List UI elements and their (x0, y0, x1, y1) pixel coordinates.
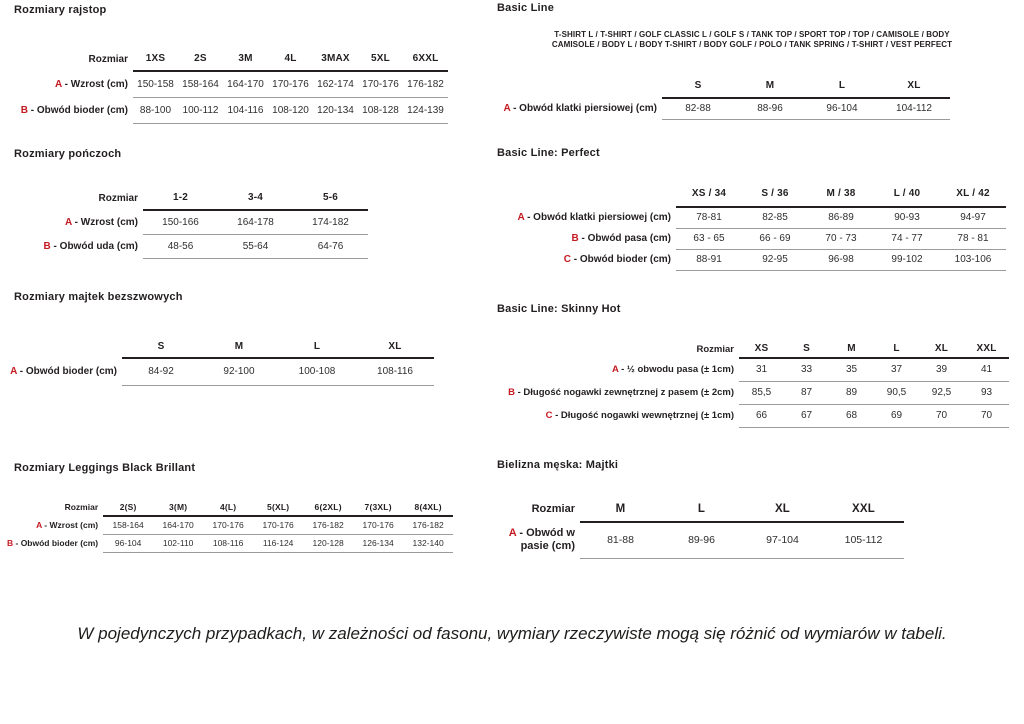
row-letter: A (611, 364, 619, 375)
measurement-row (497, 98, 950, 119)
size-value: 100-112 (178, 97, 223, 123)
section-rozmiary-leggings (7, 462, 453, 553)
measurement-row (7, 210, 368, 234)
row-letter: B (43, 240, 51, 252)
size-value: 84-92 (122, 358, 200, 385)
size-value: 120-134 (313, 97, 358, 123)
size-value: 88-96 (734, 98, 806, 119)
section-title: Bielizna męska: Majtki (497, 459, 619, 471)
size-column-header: 2(S) (103, 498, 153, 516)
row-letter: B (571, 233, 579, 244)
size-column-header: 3MAX (313, 47, 358, 71)
size-value: 104-112 (878, 98, 950, 119)
size-value: 78-81 (676, 207, 742, 228)
row-letter: A (36, 520, 42, 530)
size-value: 94-97 (940, 207, 1006, 228)
size-table-basic-line-skinny-hot (497, 340, 1009, 428)
measurement-row (497, 522, 904, 558)
row-letter: A (65, 216, 72, 228)
size-value: 70 - 73 (808, 228, 874, 249)
product-list-line: T-SHIRT L / T-SHIRT / GOLF CLASSIC L / GOLF S / TANK TOP / SPORT TOP / TOP / CAMISOLE / BODY (554, 30, 950, 39)
size-value: 158-164 (103, 516, 153, 534)
section-title: Rozmiary Leggings Black Brillant (14, 462, 196, 474)
measurement-row-label: A - Wzrost (cm) (65, 216, 138, 228)
size-column-header: L (874, 340, 919, 358)
size-value: 150-158 (133, 71, 178, 97)
measurement-row-label: B - Obwód bioder (cm) (20, 104, 128, 116)
size-column-header: 5(XL) (253, 498, 303, 516)
size-table-corner-label: Rozmiar (531, 503, 575, 515)
size-column-header: M (200, 336, 278, 358)
size-column-header: 3M (223, 47, 268, 71)
size-value: 74 - 77 (874, 228, 940, 249)
measurement-row-label: A - Obwód w pasie (cm) (508, 527, 575, 552)
section-title: Rozmiary pończoch (14, 148, 122, 160)
size-column-header: 4(L) (203, 498, 253, 516)
size-column-header: XL / 42 (940, 181, 1006, 207)
measurement-row (497, 207, 1006, 228)
size-value: 88-100 (133, 97, 178, 123)
size-value: 96-104 (103, 534, 153, 552)
size-value: 78 - 81 (940, 228, 1006, 249)
size-value: 170-176 (353, 516, 403, 534)
size-table-rajstop (7, 47, 448, 124)
size-column-header: M / 38 (808, 181, 874, 207)
size-table-bielizna-meska (497, 496, 904, 559)
size-value: 176-182 (403, 516, 453, 534)
size-value: 37 (874, 358, 919, 381)
product-list (497, 30, 1007, 50)
size-column-header: 1-2 (143, 186, 218, 210)
size-value: 132-140 (403, 534, 453, 552)
size-column-header: XL (878, 74, 950, 98)
size-column-header: XS / 34 (676, 181, 742, 207)
size-value: 176-182 (403, 71, 448, 97)
size-column-header: L (661, 496, 742, 522)
size-value: 164-170 (153, 516, 203, 534)
measurement-row (7, 534, 453, 552)
measurement-row-label: B - Obwód pasa (cm) (571, 233, 671, 244)
size-value: 116-124 (253, 534, 303, 552)
size-value: 96-104 (806, 98, 878, 119)
size-table-ponczochy (7, 186, 368, 259)
section-rozmiary-majtek-bezszwowych (7, 291, 434, 386)
measurement-row-label: C - Obwód bioder (cm) (563, 254, 671, 265)
size-value: 164-178 (218, 210, 293, 234)
size-value: 108-116 (356, 358, 434, 385)
measurement-row-label: A - Obwód bioder (cm) (10, 366, 117, 377)
size-column-header: XXL (823, 496, 904, 522)
section-bielizna-meska-majtki (497, 459, 904, 559)
row-letter: B (20, 104, 28, 116)
size-value: 92-95 (742, 249, 808, 270)
size-value: 174-182 (293, 210, 368, 234)
size-value: 33 (784, 358, 829, 381)
row-letter: C (563, 254, 571, 265)
measurement-row-label: A - Wzrost (cm) (55, 78, 128, 90)
size-value: 164-170 (223, 71, 268, 97)
size-value: 55-64 (218, 234, 293, 258)
size-column-header: 2S (178, 47, 223, 71)
size-value: 176-182 (303, 516, 353, 534)
measurement-row-label: A - Wzrost (cm) (36, 520, 99, 530)
size-column-header: L / 40 (874, 181, 940, 207)
row-letter: C (545, 410, 553, 421)
size-table-corner-label (7, 336, 122, 358)
size-column-header: 3(M) (153, 498, 203, 516)
size-value: 93 (964, 381, 1009, 404)
row-letter: B (508, 387, 515, 398)
size-column-header: S / 36 (742, 181, 808, 207)
size-value: 92-100 (200, 358, 278, 385)
measurement-row-label: B - Długość nogawki zewnętrznej z pasem (± 2cm) (508, 387, 734, 398)
section-title: Basic Line: Perfect (497, 147, 600, 159)
size-value: 64-76 (293, 234, 368, 258)
size-value: 158-164 (178, 71, 223, 97)
size-value: 87 (784, 381, 829, 404)
size-value: 124-139 (403, 97, 448, 123)
size-value: 103-106 (940, 249, 1006, 270)
size-value: 90,5 (874, 381, 919, 404)
measurement-row-label: A - Obwód klatki piersiowej (cm) (517, 212, 671, 223)
measurement-row (7, 358, 434, 385)
size-column-header: S (122, 336, 200, 358)
section-basic-line-skinny-hot (497, 303, 1009, 428)
measurement-row (497, 381, 1009, 404)
size-column-header: XXL (964, 340, 1009, 358)
measurement-row-label: C - Długość nogawki wewnętrznej (± 1cm) (545, 410, 734, 421)
size-value: 105-112 (823, 522, 904, 558)
size-column-header: XL (742, 496, 823, 522)
size-column-header: 6XXL (403, 47, 448, 71)
size-column-header: XL (919, 340, 964, 358)
size-column-header: 8(4XL) (403, 498, 453, 516)
size-column-header: XL (356, 336, 434, 358)
size-value: 97-104 (742, 522, 823, 558)
size-column-header: M (829, 340, 874, 358)
size-value: 108-120 (268, 97, 313, 123)
row-letter: A (503, 103, 511, 114)
size-value: 100-108 (278, 358, 356, 385)
size-table-majtki-bezszwowe (7, 336, 434, 386)
section-basic-line-perfect (497, 147, 1006, 271)
section-title: Rozmiary rajstop (14, 4, 107, 16)
section-title: Rozmiary majtek bezszwowych (14, 291, 183, 303)
size-column-header: 1XS (133, 47, 178, 71)
size-value: 102-110 (153, 534, 203, 552)
size-value: 96-98 (808, 249, 874, 270)
size-value: 108-116 (203, 534, 253, 552)
measurement-row (7, 71, 448, 97)
size-value: 82-85 (742, 207, 808, 228)
size-value: 108-128 (358, 97, 403, 123)
size-column-header: L (806, 74, 878, 98)
size-value: 170-176 (268, 71, 313, 97)
size-column-header: 4L (268, 47, 313, 71)
size-column-header: S (662, 74, 734, 98)
row-letter: A (508, 527, 517, 539)
size-value: 48-56 (143, 234, 218, 258)
size-table-corner-label (497, 74, 662, 98)
product-list-line: CAMISOLE / BODY L / BODY T-SHIRT / BODY GOLF / POLO / TANK SPRING / T-SHIRT / VEST PERFECT (551, 40, 953, 49)
measurement-row (497, 404, 1009, 427)
size-value: 90-93 (874, 207, 940, 228)
size-value: 89 (829, 381, 874, 404)
measurement-row (497, 228, 1006, 249)
size-table-leggings (7, 498, 453, 553)
size-table-corner-label: Rozmiar (696, 343, 734, 355)
size-value: 170-176 (358, 71, 403, 97)
size-value: 126-134 (353, 534, 403, 552)
size-value: 70 (919, 404, 964, 427)
section-rozmiary-ponczoch (7, 148, 368, 259)
measurement-row (7, 234, 368, 258)
size-column-header: S (784, 340, 829, 358)
measurement-row-label: A - ½ obwodu pasa (± 1cm) (611, 364, 734, 375)
row-letter: B (7, 538, 14, 548)
size-value: 104-116 (223, 97, 268, 123)
size-value: 67 (784, 404, 829, 427)
size-table-corner-label: Rozmiar (64, 502, 99, 512)
size-column-header: XS (739, 340, 784, 358)
size-table-corner-label (497, 181, 676, 207)
size-value: 88-91 (676, 249, 742, 270)
measurement-row-label: A - Obwód klatki piersiowej (cm) (503, 103, 657, 114)
size-value: 170-176 (203, 516, 253, 534)
size-value: 82-88 (662, 98, 734, 119)
size-value: 31 (739, 358, 784, 381)
size-value: 170-176 (253, 516, 303, 534)
size-column-header: 7(3XL) (353, 498, 403, 516)
size-value: 120-128 (303, 534, 353, 552)
size-value: 89-96 (661, 522, 742, 558)
size-value: 81-88 (580, 522, 661, 558)
size-value: 99-102 (874, 249, 940, 270)
size-column-header: M (734, 74, 806, 98)
footnote: W pojedynczych przypadkach, w zależności od fasonu, wymiary rzeczywiste mogą się różnić od wymiarów w tabeli. (77, 624, 947, 643)
size-value: 92,5 (919, 381, 964, 404)
measurement-row (497, 358, 1009, 381)
measurement-row-label: B - Obwód uda (cm) (43, 240, 138, 252)
size-value: 66 - 69 (742, 228, 808, 249)
size-column-header: 6(2XL) (303, 498, 353, 516)
measurement-row (497, 249, 1006, 270)
section-rozmiary-rajstop (7, 4, 448, 124)
row-letter: A (517, 212, 525, 223)
size-value: 39 (919, 358, 964, 381)
size-table-corner-label: Rozmiar (98, 192, 138, 204)
size-value: 70 (964, 404, 1009, 427)
size-value: 63 - 65 (676, 228, 742, 249)
size-value: 66 (739, 404, 784, 427)
size-value: 86-89 (808, 207, 874, 228)
size-value: 68 (829, 404, 874, 427)
size-value: 35 (829, 358, 874, 381)
measurement-row (7, 97, 448, 123)
size-table-basic-line (497, 74, 950, 120)
section-title: Basic Line: Skinny Hot (497, 303, 621, 315)
size-column-header: 3-4 (218, 186, 293, 210)
size-table-basic-line-perfect (497, 181, 1006, 271)
size-column-header: L (278, 336, 356, 358)
section-basic-line (497, 2, 1019, 120)
size-value: 150-166 (143, 210, 218, 234)
size-value: 162-174 (313, 71, 358, 97)
row-letter: A (55, 78, 62, 90)
section-title: Basic Line (497, 2, 555, 14)
size-value: 85,5 (739, 381, 784, 404)
size-column-header: 5XL (358, 47, 403, 71)
size-table-corner-label: Rozmiar (88, 53, 128, 65)
size-column-header: 5-6 (293, 186, 368, 210)
size-column-header: M (580, 496, 661, 522)
size-value: 69 (874, 404, 919, 427)
row-letter: A (10, 366, 17, 377)
measurement-row-label: B - Obwód bioder (cm) (7, 538, 99, 548)
size-value: 41 (964, 358, 1009, 381)
measurement-row (7, 516, 453, 534)
